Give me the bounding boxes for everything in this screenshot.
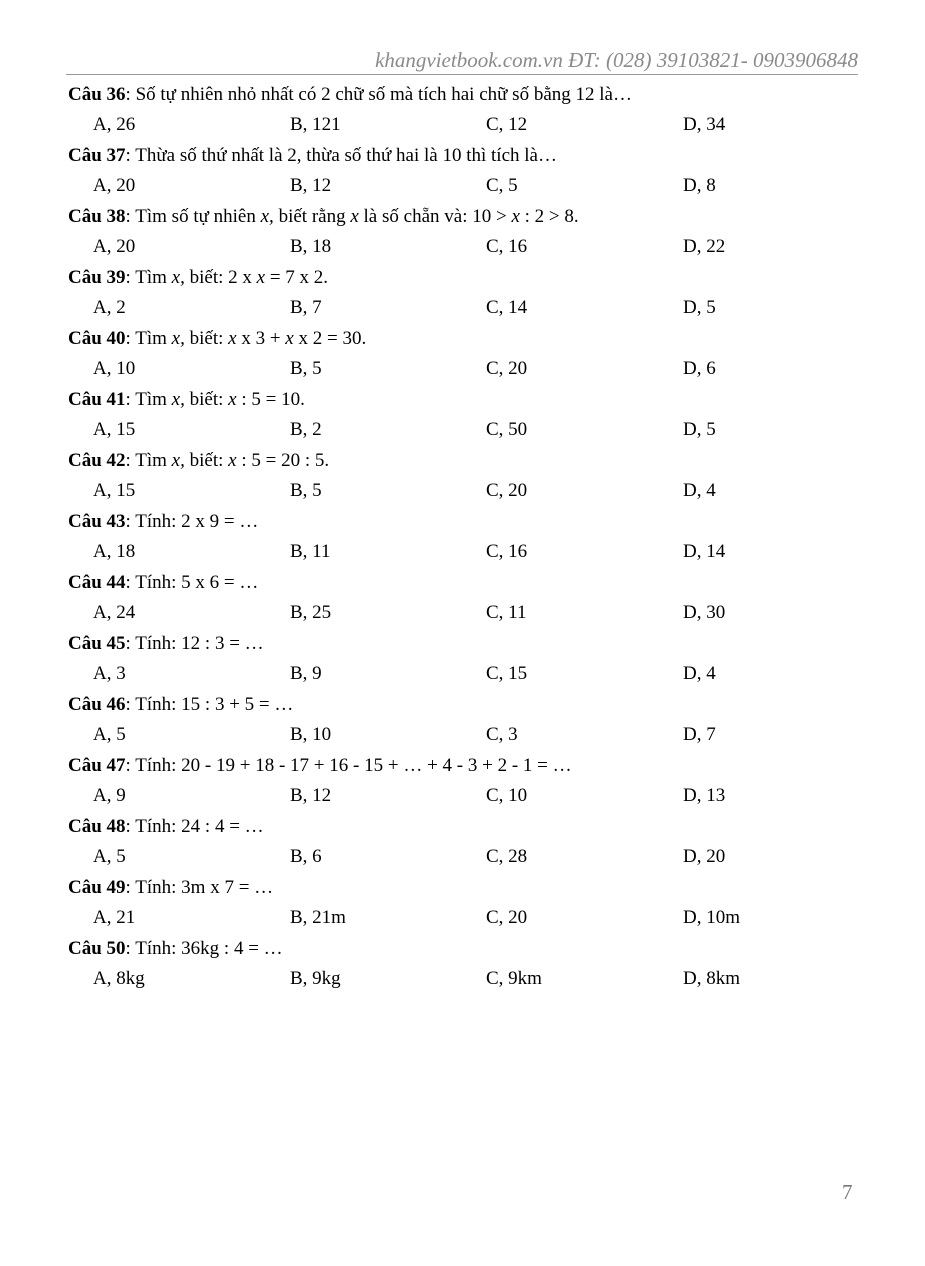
answer-option-a: A, 2 [93, 297, 126, 318]
question-item [68, 873, 858, 934]
question-text: : Tính: 20 - 19 + 18 - 17 + 16 - 15 + … + 4 - 3 + 2 - 1 = … [125, 755, 572, 776]
answer-option-d: D, 10m [683, 907, 740, 928]
answer-options [93, 598, 793, 628]
answer-options [93, 781, 793, 811]
answer-option-a: A, 21 [93, 907, 136, 928]
question-label: Câu 38 [68, 206, 126, 227]
question-label: Câu 36 [68, 84, 126, 105]
answer-options [93, 171, 793, 201]
question-item [68, 568, 858, 629]
answer-option-d: D, 5 [683, 419, 716, 440]
question-item [68, 751, 858, 812]
answer-options [93, 964, 793, 994]
answer-option-b: B, 9 [290, 663, 322, 684]
answer-option-b: B, 5 [290, 480, 322, 501]
question-text: : Tính: 5 x 6 = … [125, 572, 259, 593]
answer-options [93, 110, 793, 140]
question-text: : Tìm x, biết: 2 x x = 7 x 2. [125, 267, 329, 288]
answer-option-a: A, 26 [93, 114, 136, 135]
question-text: : Tính: 2 x 9 = … [125, 511, 259, 532]
answer-option-c: C, 15 [486, 663, 528, 684]
answer-option-b: B, 25 [290, 602, 332, 623]
answer-option-b: B, 12 [290, 785, 332, 806]
answer-option-c: C, 10 [486, 785, 528, 806]
question-stem [68, 568, 258, 598]
question-stem [68, 873, 273, 903]
answer-option-d: D, 20 [683, 846, 726, 867]
question-item [68, 812, 858, 873]
answer-option-a: A, 5 [93, 846, 126, 867]
question-item [68, 263, 858, 324]
answer-options [93, 842, 793, 872]
answer-option-a: A, 20 [93, 236, 136, 257]
question-label: Câu 43 [68, 511, 126, 532]
answer-options [93, 415, 793, 445]
question-label: Câu 46 [68, 694, 126, 715]
answer-options [93, 720, 793, 750]
question-stem [68, 263, 328, 293]
answer-option-c: C, 5 [486, 175, 518, 196]
answer-options [93, 293, 793, 323]
answer-option-b: B, 2 [290, 419, 322, 440]
answer-options [93, 476, 793, 506]
answer-option-d: D, 8km [683, 968, 740, 989]
answer-option-c: C, 50 [486, 419, 528, 440]
question-label: Câu 50 [68, 938, 126, 959]
question-label: Câu 37 [68, 145, 126, 166]
question-text: : Số tự nhiên nhỏ nhất có 2 chữ số mà tích hai chữ số bằng 12 là… [125, 84, 632, 105]
question-stem [68, 446, 329, 476]
answer-options [93, 354, 793, 384]
answer-option-a: A, 9 [93, 785, 126, 806]
answer-option-d: D, 5 [683, 297, 716, 318]
answer-option-c: C, 12 [486, 114, 528, 135]
answer-option-b: B, 5 [290, 358, 322, 379]
answer-option-d: D, 34 [683, 114, 726, 135]
question-label: Câu 47 [68, 755, 126, 776]
answer-options [93, 232, 793, 262]
answer-option-c: C, 28 [486, 846, 528, 867]
answer-option-d: D, 6 [683, 358, 716, 379]
answer-option-b: B, 10 [290, 724, 332, 745]
question-text: : Tìm x, biết: x : 5 = 10. [125, 389, 305, 410]
question-text: : Tính: 15 : 3 + 5 = … [125, 694, 294, 715]
answer-option-a: A, 3 [93, 663, 126, 684]
question-stem [68, 202, 579, 232]
answer-option-d: D, 8 [683, 175, 716, 196]
question-stem [68, 385, 305, 415]
question-text: : Tính: 24 : 4 = … [125, 816, 264, 837]
answer-option-c: C, 9km [486, 968, 542, 989]
answer-option-d: D, 30 [683, 602, 726, 623]
question-text: : Tìm x, biết: x : 5 = 20 : 5. [125, 450, 330, 471]
answer-option-d: D, 7 [683, 724, 716, 745]
question-stem [68, 507, 258, 537]
answer-option-d: D, 14 [683, 541, 726, 562]
page-header [66, 46, 858, 75]
question-label: Câu 42 [68, 450, 126, 471]
question-text: : Thừa số thứ nhất là 2, thừa số thứ hai là 10 thì tích là… [125, 145, 557, 166]
answer-options [93, 537, 793, 567]
answer-option-a: A, 20 [93, 175, 136, 196]
answer-option-a: A, 18 [93, 541, 136, 562]
question-label: Câu 39 [68, 267, 126, 288]
answer-option-c: C, 20 [486, 480, 528, 501]
answer-option-b: B, 12 [290, 175, 332, 196]
question-stem [68, 690, 293, 720]
question-stem [68, 934, 283, 964]
question-item [68, 80, 858, 141]
question-label: Câu 48 [68, 816, 126, 837]
answer-option-d: D, 13 [683, 785, 726, 806]
question-label: Câu 49 [68, 877, 126, 898]
answer-option-a: A, 10 [93, 358, 136, 379]
header-contact-text: khangvietbook.com.vn ĐT: (028) 39103821- 0903906848 [375, 48, 858, 72]
question-text: : Tính: 36kg : 4 = … [125, 938, 283, 959]
question-item [68, 629, 858, 690]
answer-options [93, 659, 793, 689]
question-stem [68, 80, 632, 110]
question-list [68, 80, 858, 995]
question-label: Câu 40 [68, 328, 126, 349]
answer-option-a: A, 8kg [93, 968, 145, 989]
question-item [68, 202, 858, 263]
answer-option-b: B, 7 [290, 297, 322, 318]
answer-option-b: B, 121 [290, 114, 341, 135]
question-stem [68, 324, 366, 354]
answer-option-c: C, 3 [486, 724, 518, 745]
answer-option-a: A, 5 [93, 724, 126, 745]
answer-option-a: A, 24 [93, 602, 136, 623]
answer-option-d: D, 4 [683, 663, 716, 684]
answer-option-c: C, 11 [486, 602, 527, 623]
answer-option-b: B, 6 [290, 846, 322, 867]
question-label: Câu 45 [68, 633, 126, 654]
answer-option-a: A, 15 [93, 480, 136, 501]
question-stem [68, 751, 572, 781]
page-number: 7 [842, 1180, 853, 1204]
answer-option-b: B, 11 [290, 541, 331, 562]
answer-option-c: C, 16 [486, 236, 528, 257]
question-item [68, 934, 858, 995]
question-item [68, 141, 858, 202]
answer-option-c: C, 20 [486, 907, 528, 928]
answer-options [93, 903, 793, 933]
question-item [68, 690, 858, 751]
question-stem [68, 141, 557, 171]
question-item [68, 324, 858, 385]
answer-option-b: B, 21m [290, 907, 346, 928]
answer-option-b: B, 9kg [290, 968, 341, 989]
question-item [68, 385, 858, 446]
answer-option-b: B, 18 [290, 236, 332, 257]
answer-option-c: C, 20 [486, 358, 528, 379]
question-text: : Tìm số tự nhiên x, biết rằng x là số chẵn và: 10 > x : 2 > 8. [125, 206, 579, 227]
question-text: : Tìm x, biết: x x 3 + x x 2 = 30. [125, 328, 367, 349]
question-text: : Tính: 3m x 7 = … [125, 877, 274, 898]
question-label: Câu 44 [68, 572, 126, 593]
question-label: Câu 41 [68, 389, 126, 410]
answer-option-c: C, 14 [486, 297, 528, 318]
question-item [68, 446, 858, 507]
question-item [68, 507, 858, 568]
question-stem [68, 629, 264, 659]
answer-option-a: A, 15 [93, 419, 136, 440]
answer-option-c: C, 16 [486, 541, 528, 562]
answer-option-d: D, 4 [683, 480, 716, 501]
answer-option-d: D, 22 [683, 236, 726, 257]
question-text: : Tính: 12 : 3 = … [125, 633, 264, 654]
question-stem [68, 812, 264, 842]
